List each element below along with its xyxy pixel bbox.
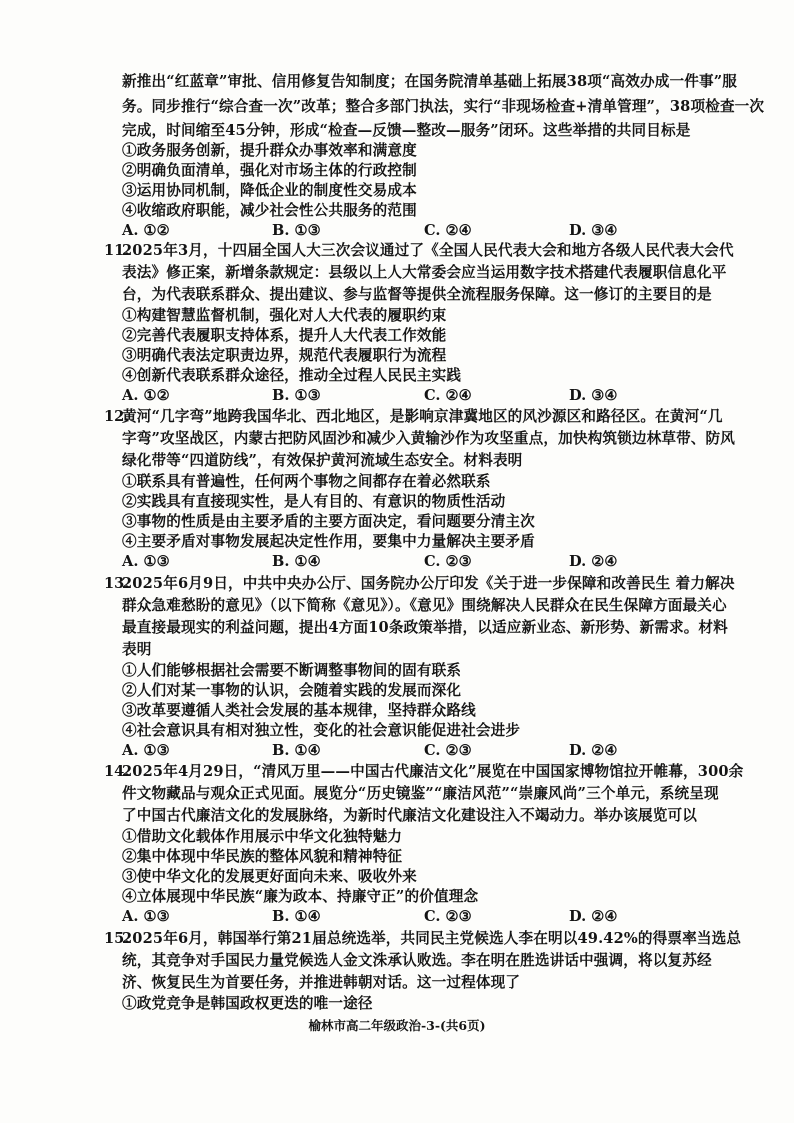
q12-statement: ②实践具有直接现实性，是人有目的、有意识的物质性活动: [122, 493, 506, 510]
q13-choices: [122, 741, 722, 761]
q11-statement: ④创新代表联系群众途径，推动全过程人民民主实践: [122, 367, 462, 384]
q13-stem-line: 2025年6月9日，中共中央办公厅、国务院办公厅印发《关于进一步保障和改善民生 着力解决: [122, 575, 735, 592]
question-number: 15.: [104, 930, 130, 947]
question-number: 11.: [104, 242, 130, 259]
choice-c: C. ②③: [424, 742, 472, 759]
q10-statement: ②明确负面清单，强化对市场主体的行政控制: [122, 162, 417, 179]
choice-d: D. ③④: [569, 387, 618, 404]
q11-choices: [122, 386, 722, 406]
question-number: 13.: [104, 575, 130, 592]
q12-statement: ③事物的性质是由主要矛盾的主要方面决定，看问题要分清主次: [122, 513, 535, 530]
q12-stem-line: 字弯”攻坚战区，内蒙古把防风固沙和减少入黄输沙作为攻坚重点，加快构筑锁边林草带、防风: [122, 430, 736, 447]
choice-a: A. ①②: [122, 387, 170, 404]
q15-stem-line: 济、恢复民生为首要任务，并推进韩朝对话。这一过程体现了: [122, 974, 521, 991]
q12-stem-line: 绿化带等“四道防线”，有效保护黄河流域生态安全。材料表明: [122, 452, 523, 469]
q12-statement: ①联系具有普遍性，任何两个事物之间都存在着必然联系: [122, 473, 491, 490]
q10-statement: ①政务服务创新，提升群众办事效率和满意度: [122, 142, 417, 159]
q11-stem-line: 台，为代表联系群众、提出建议、参与监督等提供全流程服务保障。这一修订的主要目的是: [122, 286, 712, 303]
q11-stem-line: 表法》修正案，新增条款规定：县级以上人大常委会应当运用数字技术搭建代表履职信息化平: [122, 264, 727, 281]
q14-statement: ②集中体现中华民族的整体风貌和精神特征: [122, 848, 403, 865]
choice-c: C. ②④: [424, 387, 472, 404]
q13-statement: ②人们对某一事物的认识，会随着实践的发展而深化: [122, 682, 462, 699]
q11-statement: ③明确代表法定职责边界，规范代表履职行为流程: [122, 347, 447, 364]
q14-statement: ③使中华文化的发展更好面向未来、吸收外来: [122, 868, 417, 885]
q13-statement: ④社会意识具有相对独立性，变化的社会意识能促进社会进步: [122, 722, 521, 739]
q14-stem-line: 2025年4月29日，“清风万里——中国古代廉洁文化”展览在中国国家博物馆拉开帷幕，300余: [122, 763, 744, 780]
choice-a: A. ①③: [122, 742, 170, 759]
q12-statement: ④主要矛盾对事物发展起决定性作用，要集中力量解决主要矛盾: [122, 533, 535, 550]
q10-statement: ③运用协同机制，降低企业的制度性交易成本: [122, 182, 417, 199]
choice-b: B. ①③: [272, 222, 321, 239]
q11-statement: ②完善代表履职支持体系，提升人大代表工作效能: [122, 327, 447, 344]
choice-c: C. ②④: [424, 222, 472, 239]
choice-d: D. ②④: [569, 908, 618, 925]
q13-statement: ③改革要遵循人类社会发展的基本规律，坚持群众路线: [122, 702, 476, 719]
q10-statement: ④收缩政府职能，减少社会性公共服务的范围: [122, 202, 417, 219]
page-footer: 榆林市高二年级政治-3-(共6页): [308, 1018, 486, 1033]
q15-statement: ①政党竞争是韩国政权更迭的唯一途径: [122, 995, 373, 1012]
q12-choices: [122, 552, 722, 572]
choice-d: D. ②④: [569, 742, 618, 759]
choice-c: C. ②③: [424, 553, 472, 570]
q14-stem-line: 件文物藏品与观众正式见面。展览分“历史镜鉴”“廉洁风范”“崇廉风尚”三个单元，系统呈现: [122, 785, 719, 802]
q13-stem-line: 表明: [122, 641, 152, 658]
q11-statement: ①构建智慧监督机制，强化对人大代表的履职约束: [122, 307, 447, 324]
q14-statement: ④立体展现中华民族“廉为政本、持廉守正”的价值理念: [122, 888, 479, 905]
q10-stem-line: 新推出“红蓝章”审批、信用修复告知制度；在国务院清单基础上拓展38项“高效办成一件事”服: [122, 73, 738, 90]
question-number: 14.: [104, 763, 130, 780]
choice-b: B. ①③: [272, 387, 321, 404]
q14-statement: ①借助文化载体作用展示中华文化独特魅力: [122, 828, 403, 845]
q13-statement: ①人们能够根据社会需要不断调整事物间的固有联系: [122, 662, 462, 679]
choice-b: B. ①④: [272, 908, 321, 925]
choice-a: A. ①③: [122, 908, 170, 925]
q13-stem-line: 最直接最现实的利益问题，提出4方面10条政策举措，以适应新业态、新形势、新需求。材料: [122, 619, 728, 636]
q15-stem-line: 统，其竞争对手国民力量党候选人金文洙承认败选。李在明在胜选讲话中强调，将以复苏经: [122, 952, 712, 969]
q15-stem-line: 2025年6月，韩国举行第21届总统选举，共同民主党候选人李在明以49.42%的得票率当选总: [122, 930, 742, 947]
q10-stem-line: 务。同步推行“综合查一次”改革；整合多部门执法，实行“非现场检查+清单管理”，38项检查一次: [122, 98, 765, 115]
choice-c: C. ②③: [424, 908, 472, 925]
q13-stem-line: 群众急难愁盼的意见》（以下简称《意见》）。《意见》围绕解决人民群众在民生保障方面最关心: [122, 597, 727, 614]
q14-choices: [122, 907, 722, 927]
choice-a: A. ①③: [122, 553, 170, 570]
q11-stem-line: 2025年3月，十四届全国人大三次会议通过了《全国人民代表大会和地方各级人民代表大会代: [122, 242, 734, 259]
q12-stem-line: 黄河“几字弯”地跨我国华北、西北地区，是影响京津冀地区的风沙源区和路径区。在黄河“几: [122, 408, 723, 425]
q10-choices: [122, 221, 722, 241]
question-number: 12.: [104, 408, 130, 425]
choice-a: A. ①②: [122, 222, 170, 239]
q10-stem-line: 完成，时间缩至45分钟，形成“检查—反馈—整改—服务”闭环。这些举措的共同目标是: [122, 122, 691, 139]
choice-b: B. ①④: [272, 553, 321, 570]
choice-d: D. ②④: [569, 553, 618, 570]
q14-stem-line: 了中国古代廉洁文化的发展脉络，为新时代廉洁文化建设注入不竭动力。举办该展览可以: [122, 807, 698, 824]
choice-b: B. ①④: [272, 742, 321, 759]
choice-d: D. ③④: [569, 222, 618, 239]
